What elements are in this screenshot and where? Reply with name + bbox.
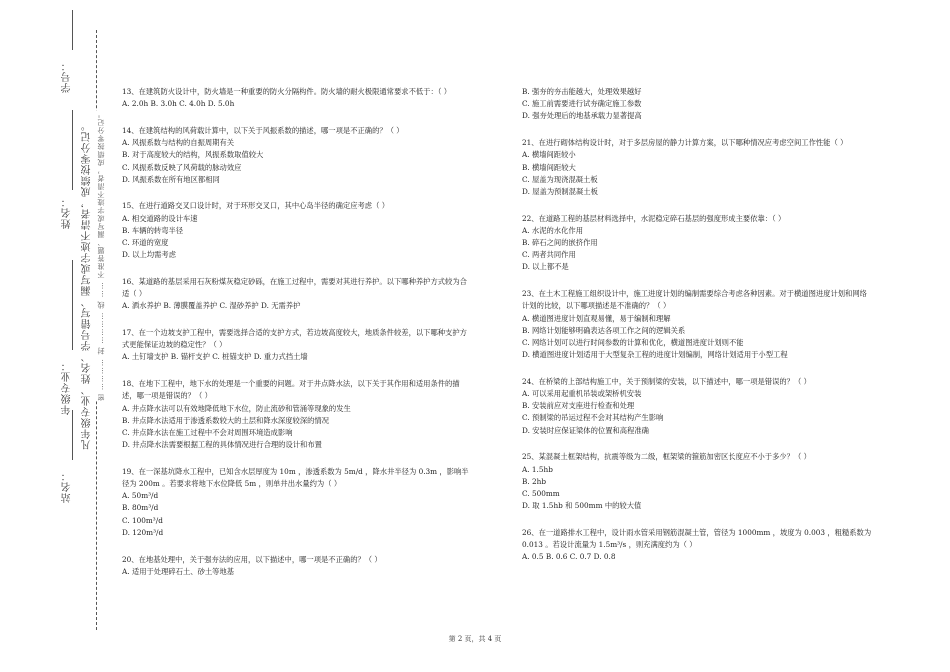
answer-option: A. 横墙间距较小: [522, 150, 576, 160]
answer-option: A. 水泥的水化作用: [522, 225, 583, 235]
question-stem: 25、某混凝土框架结构，抗震等级为二级，框架梁的箍筋加密区长度应不小于多少？（ ）: [522, 452, 811, 462]
question-block: [522, 451, 874, 512]
answer-option: C. 风振系数反映了风荷载的脉动效应: [122, 162, 242, 172]
answer-options-inline: A. 0.5 B. 0.6 C. 0.7 D. 0.8: [522, 552, 616, 562]
answer-option: A. 风振系数与结构的自振周期有关: [122, 138, 235, 148]
question-stem: 18、在地下工程中，地下水的处理是一个重要的问题。对于井点降水法，以下关于其作用和适用条件的描述，哪一项是错误的？（ ）: [122, 379, 460, 401]
question-block: [522, 213, 874, 274]
answer-option: A. 相交道路的设计车速: [122, 213, 198, 223]
left-column: [122, 86, 474, 593]
answer-option: D. 风振系数在所有地区都相同: [122, 174, 220, 184]
grade-major-label: 年级专业：: [62, 360, 73, 415]
question-stem: 26、在一道路排水工程中，设计雨水管采用钢筋混凝土管，管径为 1000mm ，坡度为 0.003 ，粗糙系数为 0.013 。若设计流量为 1.5m³/s ，则充满度约为（ ）: [522, 527, 872, 550]
answer-option: B. 井点降水法适用于渗透系数较大的土层和降水深度较深的情况: [122, 415, 330, 425]
answer-option: B. 80m³/d: [122, 503, 159, 513]
question-stem: 13、在建筑防火设计中，防火墙是一种重要的防火分隔构件。防火墙的耐火极限通常要求不低于：（ ）: [122, 87, 452, 96]
question-block: [522, 376, 874, 437]
answer-options-inline: A. 土钉墙支护 B. 锚杆支护 C. 桩锚支护 D. 重力式挡土墙: [122, 352, 308, 362]
question-stem: 16、某道路的基层采用石灰粉煤灰稳定砂砾，在施工过程中，需要对其进行养护。以下哪种养护方式较为合适（ ）: [122, 276, 467, 299]
binding-margin: [0, 0, 110, 672]
question-block: [122, 276, 474, 313]
binding-seal-line: 密 ………… 封 ………… 线 …… 不准答题、漏写或字迹不清者，成绩按零分记。: [97, 110, 105, 402]
question-stem: 14、在建筑结构的风荷载计算中，以下关于风振系数的描述，哪一项是不正确的？（ ）: [122, 125, 404, 135]
question-block: [122, 378, 474, 451]
question-stem: 15、在进行道路交叉口设计时，对于环形交叉口，其中心岛半径的确定应考虑（ ）: [122, 201, 389, 211]
answer-option: C. 100m³/d: [122, 515, 163, 525]
answer-option: D. 横道图进度计划适用于大型复杂工程的进度计划编制，网络计划适用于小型工程: [522, 350, 788, 360]
question-stem: 24、在桥梁的上部结构施工中，关于预制梁的安装，以下描述中，哪一项是错误的？（ ）: [522, 376, 811, 386]
question-block: [122, 466, 474, 539]
answer-option: D. 120m³/d: [122, 527, 164, 537]
answer-option: D. 井点降水法需要根据工程的具体情况进行合理的设计和布置: [122, 440, 322, 450]
answer-option: A. 1.5hb: [522, 464, 553, 474]
answer-option: D. 强夯处理后的地基承载力显著提高: [522, 111, 642, 121]
exam-site-label: 站名：: [62, 470, 73, 503]
binding-notice: 凡年级专业、姓名、学号错写、漏写或字迹不清者，成绩按零分记。: [82, 120, 93, 450]
answer-option: C. 500mm: [522, 488, 560, 498]
name-blank: [72, 110, 73, 190]
answer-option: D. 以上均需考虑: [122, 250, 177, 260]
answer-options-inline: A. 2.0h B. 3.0h C. 4.0h D. 5.0h: [122, 99, 235, 109]
answer-option: D. 以上都不是: [522, 262, 569, 272]
answer-option: A. 井点降水法可以有效地降低地下水位，防止流砂和管涌等现象的发生: [122, 403, 351, 413]
answer-option: D. 屋盖为预制混凝土板: [522, 186, 598, 196]
answer-option: D. 取 1.5hb 和 500mm 中的较大值: [522, 501, 642, 511]
question-block: [122, 327, 474, 364]
answer-option: C. 屋盖为现浇混凝土板: [522, 174, 598, 184]
answer-option: B. 2hb: [522, 476, 547, 486]
exam-site-blank: [72, 410, 73, 460]
question-stem: 20、在地基处理中，关于强夯法的应用，以下描述中，哪一项是不正确的？（ ）: [122, 554, 382, 564]
answer-option: C. 施工前需要进行试夯确定施工参数: [522, 99, 642, 109]
question-block: [522, 137, 874, 198]
answer-option: C. 网络计划可以进行时间参数的计算和优化，横道图进度计划则不能: [522, 337, 744, 347]
question-block: [122, 125, 474, 186]
student-id-blank: [72, 10, 73, 50]
answer-option: C. 预制梁的吊运过程不会对其结构产生影响: [522, 413, 664, 423]
answer-option: A. 适用于处理碎石土、砂土等地基: [122, 566, 235, 576]
question-stem: 19、在一深基坑降水工程中，已知含水层厚度为 10m ，渗透系数为 5m/d ，降水井半径为 0.3m ，影响半径为 200m 。若要求将地下水位降低 5m ，则单井出水量约为（ ）: [122, 466, 469, 489]
question-block: [122, 554, 474, 578]
answer-option: A. 50m³/d: [122, 491, 159, 501]
grade-major-blank: [72, 260, 73, 350]
question-stem: 23、在土木工程施工组织设计中，施工进度计划的编制需要综合考虑各种因素。对于横道图进度计划和网络计划的比较，以下哪项描述是不准确的？（ ）: [522, 289, 867, 311]
answer-option: B. 车辆的转弯半径: [122, 225, 184, 235]
right-column: [522, 86, 874, 578]
answer-option: C. 井点降水法在施工过程中不会对周围环境造成影响: [122, 427, 293, 437]
answer-option: A. 可以采用起重机吊装或架桥机安装: [522, 389, 642, 399]
answer-option: C. 两者共同作用: [522, 250, 576, 260]
answer-option: B. 强夯的夯击能越大，处理效果越好: [522, 87, 642, 96]
question-block: [522, 527, 874, 564]
answer-option: A. 横道图进度计划直观易懂，易于编制和理解: [522, 313, 671, 323]
question-block: [522, 86, 874, 123]
answer-option: B. 安装前应对支座进行检查和处理: [522, 401, 635, 411]
question-stem: 22、在道路工程的基层材料选择中，水泥稳定碎石基层的强度形成主要依靠：（ ）: [522, 213, 786, 223]
question-stem: 21、在进行砌体结构设计时，对于多层房屋的静力计算方案，以下哪种情况应考虑空间工作性能（ ）: [522, 138, 848, 148]
page-footer: 第 2 页，共 4 页: [448, 635, 502, 643]
answer-option: B. 横墙间距较大: [522, 162, 576, 172]
answer-option: B. 碎石之间的嵌挤作用: [522, 238, 598, 248]
question-block: [522, 288, 874, 361]
answer-options-inline: A. 洒水养护 B. 薄膜覆盖养护 C. 湿砂养护 D. 无需养护: [122, 301, 301, 311]
answer-option: D. 安装时应保证梁体的位置和高程准确: [522, 425, 649, 435]
question-stem: 17、在一个边坡支护工程中，需要选择合适的支护方式，若边坡高度较大，地质条件较差，以下哪种支护方式更能保证边坡的稳定性？（ ）: [122, 328, 467, 350]
answer-option: C. 环道的宽度: [122, 238, 169, 248]
question-block: [122, 86, 474, 110]
answer-option: B. 对于高度较大的结构，风振系数取值较大: [122, 150, 264, 160]
student-id-label: 学号：: [62, 60, 73, 93]
name-label: 姓名：: [62, 196, 73, 229]
question-block: [122, 200, 474, 261]
answer-option: B. 网络计划能够明确表达各项工作之间的逻辑关系: [522, 325, 686, 335]
